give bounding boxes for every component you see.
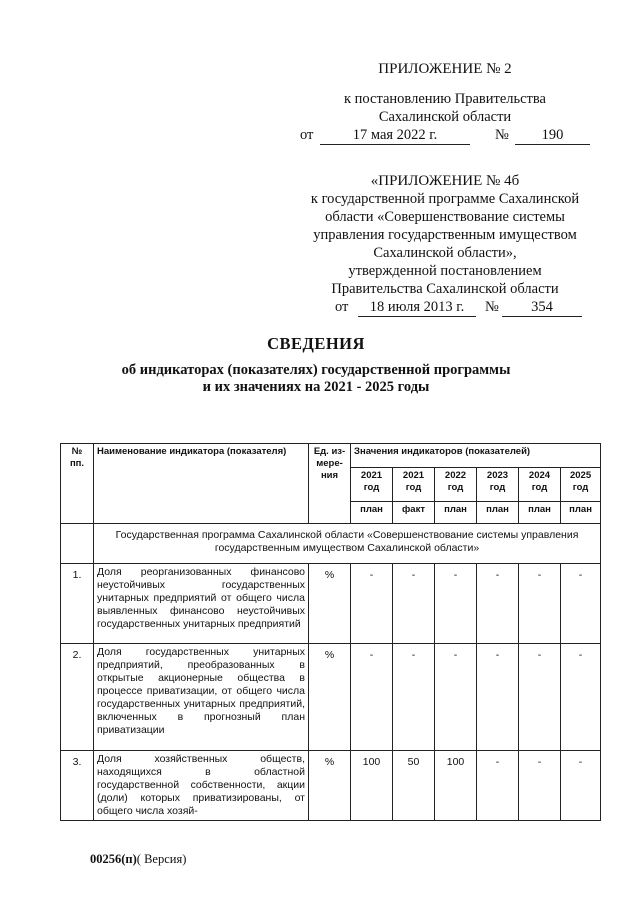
from-label: от: [300, 127, 314, 143]
col-header-type: план: [435, 502, 477, 524]
col-header-values: Значения индикаторов (показателей): [351, 444, 601, 468]
appendix-line: к постановлению Правительства: [344, 91, 546, 107]
prev-appendix-line: Сахалинской области»,: [373, 245, 517, 261]
appendix-block: [290, 60, 600, 146]
prev-appendix-line: утвержденной постановлением: [348, 263, 542, 279]
row-unit: %: [309, 644, 351, 751]
appendix-date: 17 мая 2022 г.: [320, 126, 470, 145]
program-row: Государственная программа Сахалинской области «Совершенствование системы управления государственным имуществом Сахалинской области»: [94, 524, 601, 564]
document-subtitle: и их значениях на 2021 - 2025 годы: [202, 379, 430, 395]
row-value: -: [477, 564, 519, 644]
col-header-type: план: [351, 502, 393, 524]
prev-appendix-signature-row: [290, 298, 600, 318]
document-title: СВЕДЕНИЯ: [267, 334, 365, 353]
prev-appendix-block: [290, 172, 600, 318]
row-number: 1.: [61, 564, 94, 644]
from-label: от: [335, 299, 349, 315]
row-name: Доля государственных унитарных предприятий, преобразованных в открытые акционерные общества в процессе приватизации, от общего числа государственных унитарных предприятий, включенных в прогнозный план приватизации: [94, 644, 309, 751]
row-value: 100: [435, 751, 477, 821]
prev-appendix-line: к государственной программе Сахалинской: [310, 191, 580, 207]
document-footer: [90, 852, 186, 867]
table-cell: [61, 524, 94, 564]
number-label: №: [495, 127, 509, 143]
prev-appendix-number: 354: [502, 298, 582, 317]
row-value: -: [519, 564, 561, 644]
col-header-year: 2021 год: [393, 468, 435, 502]
col-header-year: 2023 год: [477, 468, 519, 502]
row-value: -: [351, 644, 393, 751]
row-value: -: [561, 751, 601, 821]
indicators-table: [60, 443, 601, 821]
table-row: [61, 751, 601, 821]
col-header-unit: Ед. из-мере-ния: [309, 444, 351, 524]
prev-appendix-line: управления государственным имуществом: [313, 227, 577, 243]
row-value: -: [477, 751, 519, 821]
row-value: -: [435, 564, 477, 644]
document-code: 00256(п): [90, 852, 137, 866]
row-number: 2.: [61, 644, 94, 751]
row-value: 50: [393, 751, 435, 821]
row-value: -: [519, 644, 561, 751]
col-header-year: 2022 год: [435, 468, 477, 502]
prev-appendix-line: Правительства Сахалинской области: [331, 281, 559, 297]
col-header-type: план: [477, 502, 519, 524]
row-value: -: [561, 644, 601, 751]
document-version: ( Версия): [136, 852, 187, 866]
row-value: -: [393, 564, 435, 644]
col-header-name: Наименование индикатора (показателя): [94, 444, 309, 524]
row-name: Доля реорганизованных финансово неустойчивых государственных унитарных предприятий от общего числа выявленных финансово неустойчивых государственных унитарных предприятий: [94, 564, 309, 644]
row-value: 100: [351, 751, 393, 821]
appendix-title: ПРИЛОЖЕНИЕ № 2: [378, 61, 512, 77]
document-subtitle: об индикаторах (показателях) государственной программы: [121, 362, 511, 378]
col-header-year: 2024 год: [519, 468, 561, 502]
row-value: -: [351, 564, 393, 644]
row-name: Доля хозяйственных обществ, находящихся в областной государственной собственности, акции (доли) которых приватизированы, от общего числа хозяй-: [94, 751, 309, 821]
row-value: -: [519, 751, 561, 821]
prev-appendix-title: «ПРИЛОЖЕНИЕ № 4б: [370, 173, 520, 189]
col-header-type: факт: [393, 502, 435, 524]
row-value: -: [561, 564, 601, 644]
table-row: [61, 564, 601, 644]
table-row: [61, 644, 601, 751]
row-unit: %: [309, 751, 351, 821]
col-header-year: 2025 год: [561, 468, 601, 502]
row-value: -: [435, 644, 477, 751]
col-header-type: план: [561, 502, 601, 524]
row-number: 3.: [61, 751, 94, 821]
row-value: -: [477, 644, 519, 751]
prev-appendix-line: области «Совершенствование системы: [325, 209, 565, 225]
number-label: №: [485, 299, 499, 315]
appendix-line: Сахалинской области: [378, 109, 512, 125]
col-header-type: план: [519, 502, 561, 524]
col-header-number: № пп.: [61, 444, 94, 524]
row-value: -: [393, 644, 435, 751]
appendix-signature-row: [290, 126, 600, 146]
prev-appendix-date: 18 июля 2013 г.: [358, 298, 476, 317]
appendix-number: 190: [515, 126, 590, 145]
col-header-year: 2021 год: [351, 468, 393, 502]
row-unit: %: [309, 564, 351, 644]
